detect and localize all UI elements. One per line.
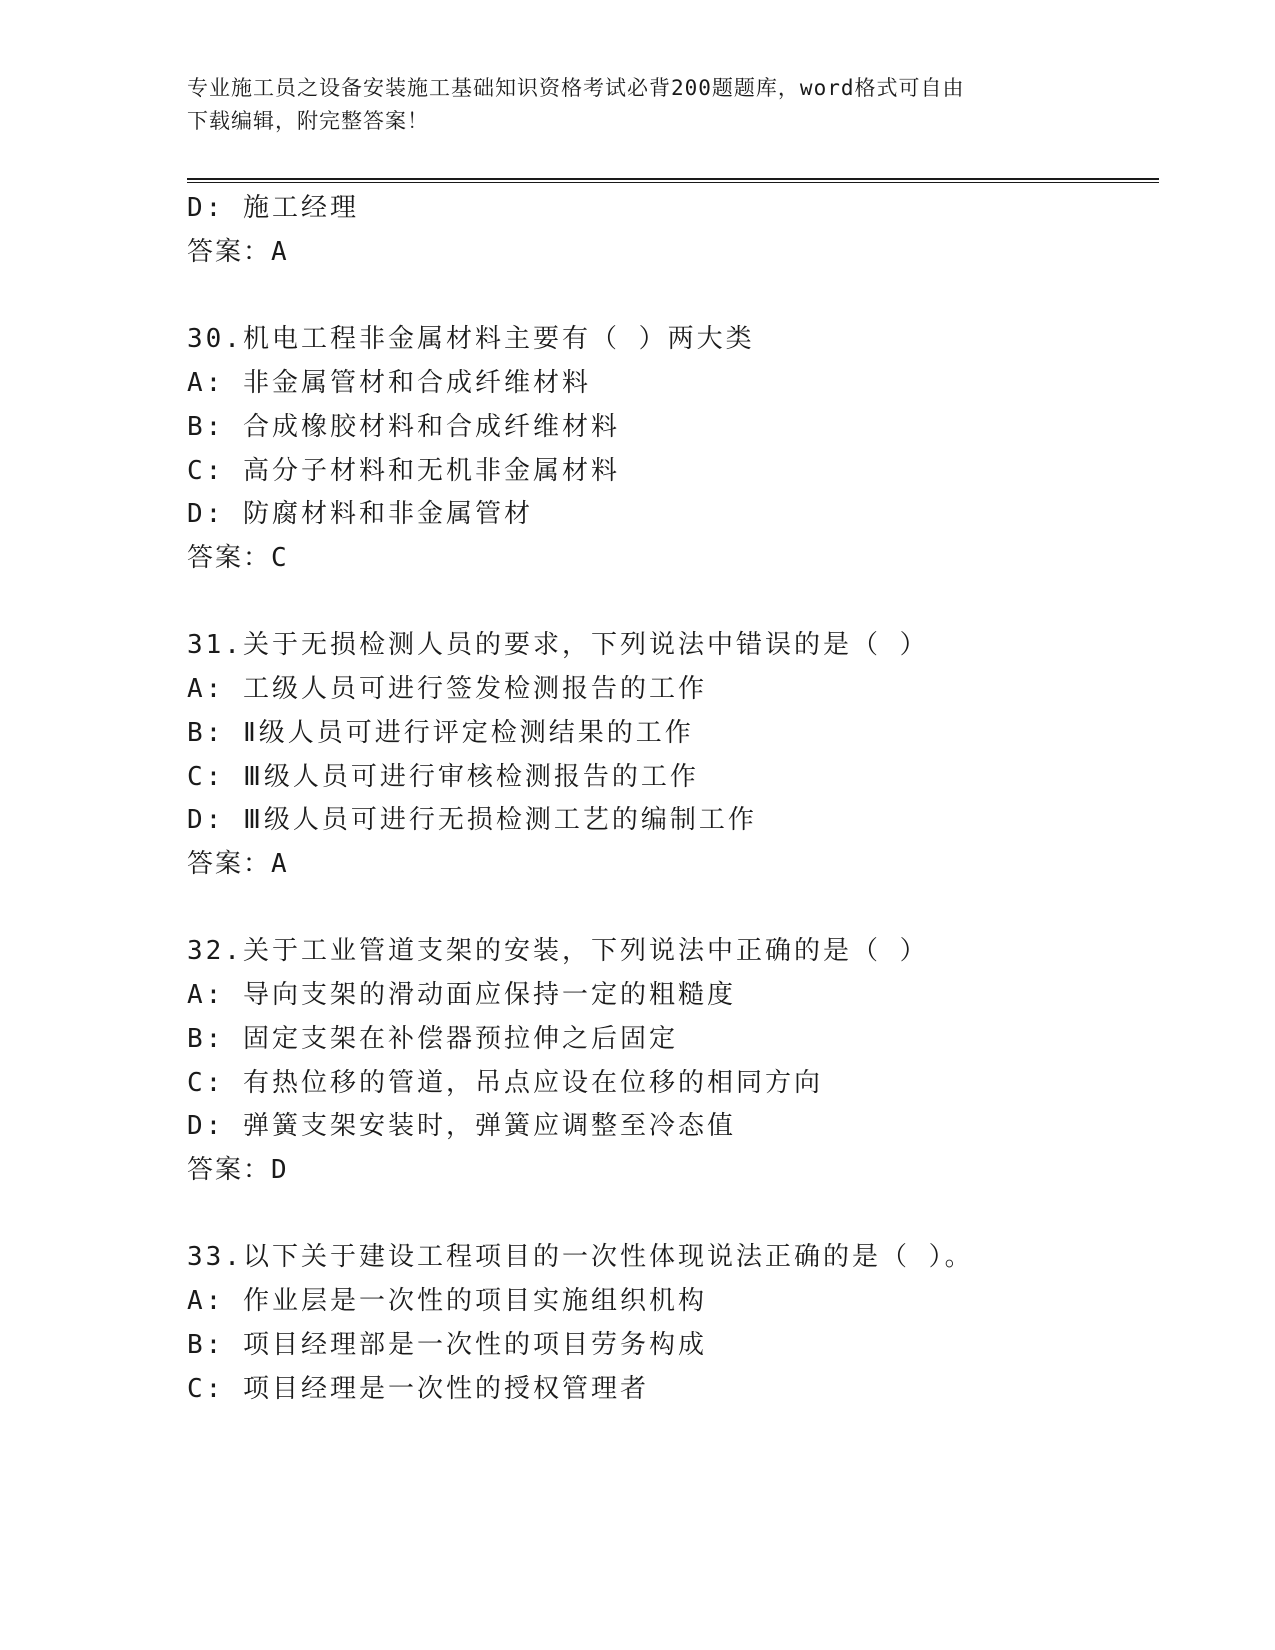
question-stem: 32.关于工业管道支架的安装，下列说法中正确的是（ ） — [187, 936, 929, 966]
answer-label: 答案： — [187, 849, 272, 879]
answer-value: A — [271, 237, 290, 267]
answer-label: 答案： — [187, 237, 272, 267]
option-a: A: 非金属管材和合成纤维材料 — [187, 368, 591, 398]
question-stem: 31.关于无损检测人员的要求，下列说法中错误的是（ ） — [187, 630, 929, 660]
option-c: C: Ⅲ级人员可进行审核检测报告的工作 — [187, 762, 699, 792]
option-b: B: 合成橡胶材料和合成纤维材料 — [187, 412, 620, 442]
header-divider-thick — [187, 178, 1159, 180]
option-b: B: 项目经理部是一次性的项目劳务构成 — [187, 1330, 707, 1360]
option-a: A: 导向支架的滑动面应保持一定的粗糙度 — [187, 980, 736, 1010]
answer-line — [187, 235, 290, 269]
header-line-2: 下载编辑，附完整答案！ — [187, 109, 429, 133]
option-d: D: 弹簧支架安装时，弹簧应调整至冷态值 — [187, 1111, 736, 1141]
option-d: D: 防腐材料和非金属管材 — [187, 499, 533, 529]
option-c: C: 有热位移的管道，吊点应设在位移的相同方向 — [187, 1068, 823, 1098]
option-a: A: 作业层是一次性的项目实施组织机构 — [187, 1286, 707, 1316]
header-divider-thin — [187, 182, 1159, 183]
option-c: C: 项目经理是一次性的授权管理者 — [187, 1374, 649, 1404]
answer-line — [187, 847, 290, 881]
option-d: D: Ⅲ级人员可进行无损检测工艺的编制工作 — [187, 805, 757, 835]
answer-line — [187, 541, 290, 575]
option-b: B: Ⅱ级人员可进行评定检测结果的工作 — [187, 718, 694, 748]
answer-value: C — [271, 543, 290, 573]
header-line-1: 专业施工员之设备安装施工基础知识资格考试必背200题题库，word格式可自由 — [187, 76, 965, 100]
option-c: C: 高分子材料和无机非金属材料 — [187, 456, 620, 486]
answer-value: A — [271, 849, 290, 879]
answer-label: 答案： — [187, 1155, 272, 1185]
question-stem: 30.机电工程非金属材料主要有（ ）两大类 — [187, 324, 755, 354]
option-a: A: 工级人员可进行签发检测报告的工作 — [187, 674, 707, 704]
option-b: B: 固定支架在补偿器预拉伸之后固定 — [187, 1024, 678, 1054]
answer-line — [187, 1153, 290, 1187]
question-stem: 33.以下关于建设工程项目的一次性体现说法正确的是（ ）。 — [187, 1242, 974, 1272]
answer-label: 答案： — [187, 543, 272, 573]
option-d: D: 施工经理 — [187, 193, 359, 223]
document-header — [187, 72, 1077, 138]
answer-value: D — [271, 1155, 290, 1185]
